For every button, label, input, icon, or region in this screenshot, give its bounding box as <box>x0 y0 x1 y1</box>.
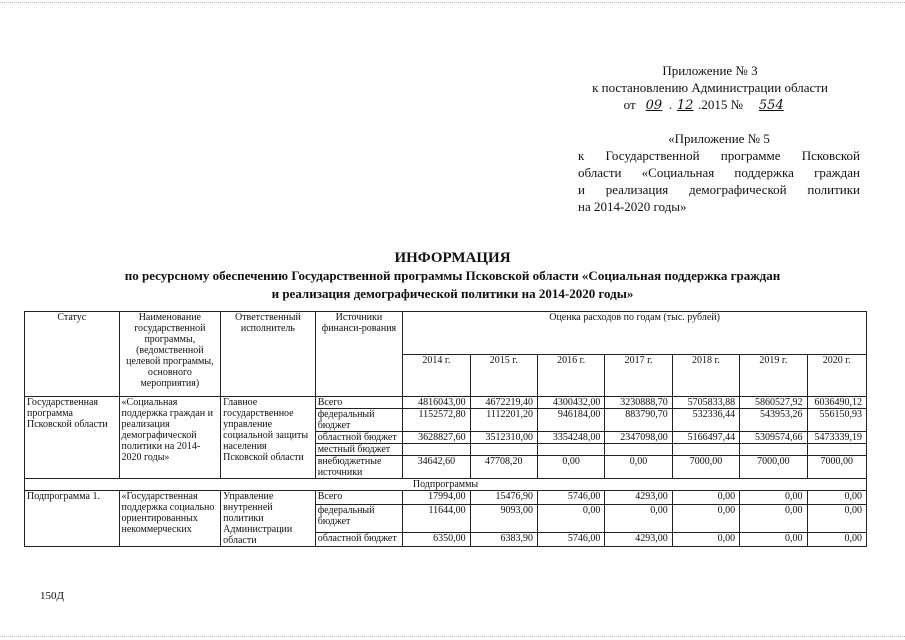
value-cell: 3354248,00 <box>537 432 604 444</box>
source-cell: местный бюджет <box>315 444 403 456</box>
value-cell: 556150,93 <box>807 409 866 432</box>
handwritten-number: 554 <box>758 98 784 113</box>
header-year: 2016 г. <box>537 354 604 397</box>
header-executor: Ответственный исполнитель <box>221 312 316 397</box>
table-row <box>25 491 867 505</box>
value-cell <box>605 444 672 456</box>
program-executor: Главное государственное управление социальной защиты населения Псковской области <box>221 397 316 479</box>
appendix-header <box>560 62 860 114</box>
resource-table <box>24 311 867 547</box>
value-cell: 5166497,44 <box>672 432 739 444</box>
value-cell <box>807 444 866 456</box>
source-cell: Всего <box>315 397 403 409</box>
appendix-date-line: от 09 . 12 .2015 № 554 <box>560 96 860 114</box>
header-year: 2015 г. <box>470 354 537 397</box>
source-cell: федеральный бюджет <box>315 505 403 532</box>
value-cell: 3628827,60 <box>403 432 470 444</box>
value-cell: 7000,00 <box>740 456 807 479</box>
subprogram-executor: Управление внутренней политики Администрации области <box>221 491 316 547</box>
scan-edge-bottom <box>0 636 905 637</box>
value-cell: 6036490,12 <box>807 397 866 409</box>
value-cell: 532336,44 <box>672 409 739 432</box>
value-cell: 5705833,88 <box>672 397 739 409</box>
value-cell: 0,00 <box>740 491 807 505</box>
value-cell: 47708,20 <box>470 456 537 479</box>
appendix-5-line: области «Социальная поддержка граждан <box>578 165 860 180</box>
appendix-number: Приложение № 3 <box>662 63 758 78</box>
table-row <box>25 397 867 409</box>
value-cell: 0,00 <box>537 456 604 479</box>
value-cell: 0,00 <box>807 505 866 532</box>
subprogram-name: «Государственная поддержка социально ориентированных некоммерческих <box>119 491 221 547</box>
appendix-5-title: «Приложение № 5 <box>668 131 770 146</box>
value-cell <box>403 444 470 456</box>
value-cell: 9093,00 <box>470 505 537 532</box>
header-row-1 <box>25 312 867 355</box>
value-cell: 17994,00 <box>403 491 470 505</box>
value-cell: 7000,00 <box>672 456 739 479</box>
document-title: ИНФОРМАЦИЯ <box>394 250 511 266</box>
handwritten-month: 12 <box>676 98 694 113</box>
value-cell: 4672219,40 <box>470 397 537 409</box>
value-cell: 6350,00 <box>403 532 470 546</box>
header-year: 2020 г. <box>807 354 866 397</box>
page-code: 150Д <box>40 590 65 602</box>
value-cell: 5746,00 <box>537 491 604 505</box>
value-cell <box>672 444 739 456</box>
value-cell: 4293,00 <box>605 532 672 546</box>
section-label: Подпрограммы <box>25 479 867 491</box>
source-cell: федеральный бюджет <box>315 409 403 432</box>
header-estimate: Оценка расходов по годам (тыс. рублей) <box>403 312 867 355</box>
header-year: 2014 г. <box>403 354 470 397</box>
value-cell: 543953,26 <box>740 409 807 432</box>
value-cell: 0,00 <box>807 491 866 505</box>
appendix-5-line: на 2014-2020 годы» <box>578 199 687 214</box>
document-subtitle-1: по ресурсному обеспечению Государственной программы Псковской области «Социальная поддержка граждан <box>124 268 781 283</box>
appendix-5-line: к Государственной программе Псковской <box>578 148 860 163</box>
header-status: Статус <box>25 312 120 397</box>
value-cell: 5309574,66 <box>740 432 807 444</box>
document-subtitle-2: и реализация демографической политики на 2014-2020 годы» <box>271 286 634 301</box>
value-cell: 11644,00 <box>403 505 470 532</box>
value-cell <box>740 444 807 456</box>
header-name: Наименование государственной программы, (ведомственной целевой программы, основного мероприятия) <box>119 312 221 397</box>
value-cell: 0,00 <box>605 505 672 532</box>
scan-edge-top <box>0 2 905 3</box>
value-cell: 0,00 <box>605 456 672 479</box>
source-cell: внебюджетные источники <box>315 456 403 479</box>
value-cell: 1152572,80 <box>403 409 470 432</box>
value-cell: 1112201,20 <box>470 409 537 432</box>
value-cell: 3512310,00 <box>470 432 537 444</box>
value-cell: 4816043,00 <box>403 397 470 409</box>
value-cell: 0,00 <box>807 532 866 546</box>
appendix-5-line: и реализация демографической политики <box>578 182 860 197</box>
value-cell <box>537 444 604 456</box>
header-year: 2019 г. <box>740 354 807 397</box>
value-cell: 0,00 <box>672 491 739 505</box>
program-name: «Социальная поддержка граждан и реализация демографической политики на 2014-2020 годы» <box>119 397 221 479</box>
value-cell: 0,00 <box>740 532 807 546</box>
value-cell: 7000,00 <box>807 456 866 479</box>
value-cell: 883790,70 <box>605 409 672 432</box>
appendix-5-block <box>578 130 860 215</box>
header-year: 2018 г. <box>672 354 739 397</box>
appendix-decree: к постановлению Администрации области <box>592 80 828 95</box>
value-cell: 946184,00 <box>537 409 604 432</box>
value-cell: 15476,90 <box>470 491 537 505</box>
value-cell: 0,00 <box>740 505 807 532</box>
value-cell: 0,00 <box>672 532 739 546</box>
value-cell: 2347098,00 <box>605 432 672 444</box>
header-source: Источники финанси-рования <box>315 312 403 397</box>
value-cell: 0,00 <box>672 505 739 532</box>
value-cell: 4300432,00 <box>537 397 604 409</box>
value-cell: 4293,00 <box>605 491 672 505</box>
value-cell: 6383,90 <box>470 532 537 546</box>
source-cell: областной бюджет <box>315 432 403 444</box>
value-cell: 5746,00 <box>537 532 604 546</box>
subprogram-status: Подпрограмма 1. <box>25 491 120 547</box>
value-cell: 34642,60 <box>403 456 470 479</box>
value-cell: 0,00 <box>537 505 604 532</box>
value-cell: 5860527,92 <box>740 397 807 409</box>
value-cell: 5473339,19 <box>807 432 866 444</box>
source-cell: областной бюджет <box>315 532 403 546</box>
handwritten-day: 09 <box>645 98 663 113</box>
source-cell: Всего <box>315 491 403 505</box>
header-year: 2017 г. <box>605 354 672 397</box>
section-row <box>25 479 867 491</box>
value-cell <box>470 444 537 456</box>
value-cell: 3230888,70 <box>605 397 672 409</box>
program-status: Государственная программа Псковской области <box>25 397 120 479</box>
